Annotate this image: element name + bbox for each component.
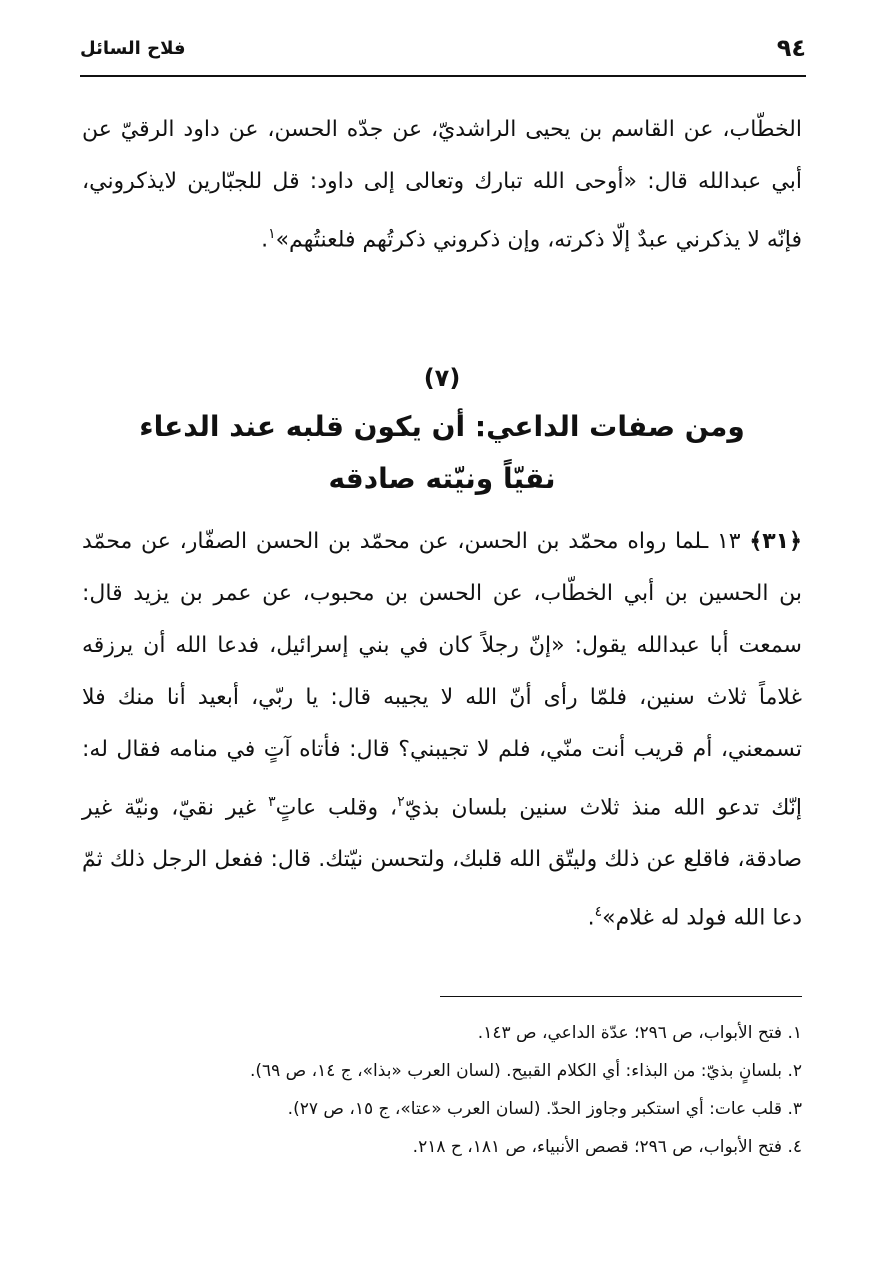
page-number: ٩٤	[776, 34, 806, 62]
hadith-marker: ﴿٣١﴾	[749, 529, 802, 554]
paragraph-end: .	[261, 227, 269, 253]
section-number: (٧)	[423, 364, 461, 392]
hadith-text-part-1: لما رواه محمّد بن الحسن، عن محمّد بن الحسن الصفّار، عن محمّد بن الحسين بن أبي الخطّاب، عن الحسن بن محبوب، عن عمر بن يزيد قال: سمعت أبا عبدالله يقول: «إنّ رجلاً كان في بني إسرائيل، فدعا الله أن يرزقه غلاماً ثلاث سنين، فلمّا رأى أنّ الله لا يجيبه قال: يا ربّي، أبعيد أنا منك فلا تسمعني، أم قريب أنت منّي، فلم لا تجيبني؟ قال: فأتاه آتٍ في منامه فقال له: إنّك تدعو الله منذ ثلاث سنين بلسان بذيّ	[82, 529, 802, 821]
hadith-text-part-2: ، وقلب عاتٍ	[275, 795, 398, 821]
footnote-ref: ٣	[268, 794, 276, 810]
footnote-item: ١. فتح الأبواب، ص ٢٩٦؛ عدّة الداعي، ص ١٤٣.	[477, 1023, 802, 1043]
page-header	[80, 34, 806, 74]
footnote-ref: ١	[268, 226, 276, 242]
continuation-paragraph	[82, 104, 802, 266]
section-title-line-1: ومن صفات الداعي: أن يكون قلبه عند الدعاء	[139, 410, 745, 443]
footnote-item: ٣. قلب عات: أي استكبر وجاوز الحدّ. (لسان العرب «عتا»، ج ١٥، ص ٢٧).	[287, 1099, 802, 1119]
footnotes	[82, 1014, 802, 1166]
footnote-ref: ٢	[397, 794, 405, 810]
footnote-ref: ٤	[594, 904, 603, 921]
paragraph-text: الخطّاب، عن القاسم بن يحيى الراشديّ، عن جدّه الحسن، عن داود الرقيّ عن أبي عبدالله قال: «أوحى الله تبارك وتعالى إلى داود: قل للجبّارين لايذكروني، فإنّه لا يذكرني عبدٌ إلّا ذكرته، وإن ذكروني ذكرتُهم فلعنتُهم»	[82, 117, 802, 253]
paragraph-end: .	[587, 905, 595, 931]
section-title-line-2: نقيّاً ونيّته صادقه	[328, 462, 556, 495]
hadith-number: ١٣ ـ	[701, 529, 741, 554]
running-title: فلاح السائل	[80, 38, 186, 59]
footnote-item: ٤. فتح الأبواب، ص ٢٩٦؛ قصص الأنبياء، ص ١٨١، ح ٢١٨.	[412, 1137, 802, 1157]
footnote-item: ٢. بلسانٍ بذيّ: من البذاء: أي الكلام القبيح. (لسان العرب «بذا»، ج ١٤، ص ٦٩).	[249, 1061, 802, 1081]
hadith-text-part-3: غير نقيّ، ونيّة غير صادقة، فاقلع عن ذلك وليتّق الله قلبك، ولتحسن نيّتك. قال: ففعل الرجل ذلك ثمّ دعا الله فولد له غلام»	[82, 795, 802, 931]
footnote-separator	[440, 996, 802, 997]
header-rule	[80, 75, 806, 77]
hadith-paragraph	[82, 516, 802, 945]
